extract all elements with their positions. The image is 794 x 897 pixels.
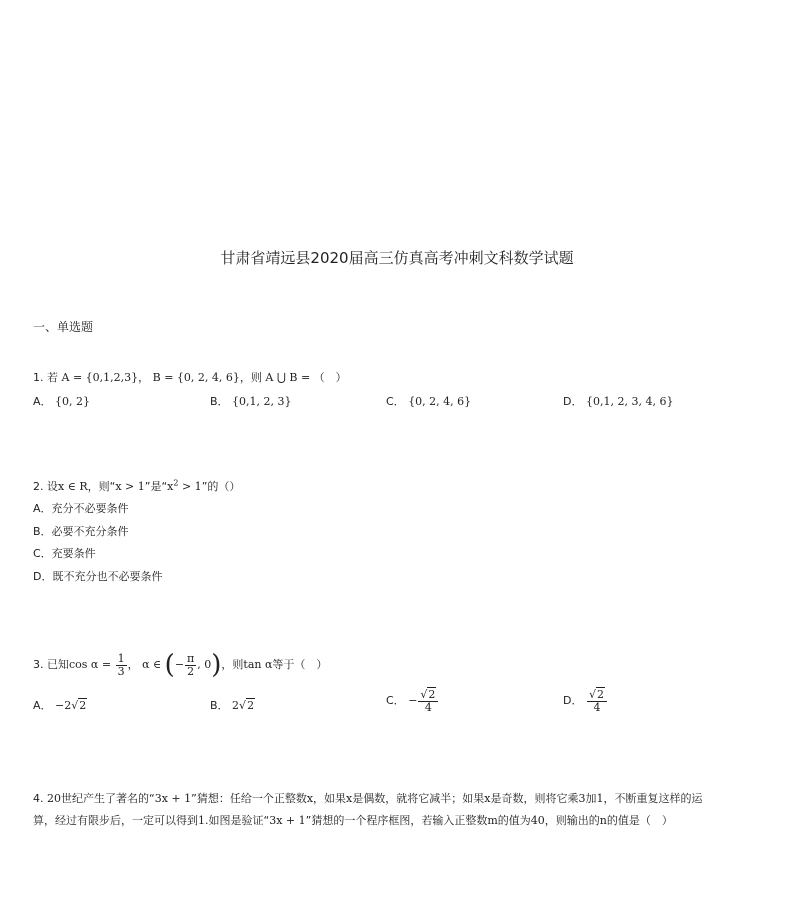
question-text: 4. (33, 792, 47, 805)
question-text: 的值是（ ） (606, 814, 673, 827)
cos-expression: cos α = (69, 658, 112, 671)
option-b[interactable] (33, 523, 129, 539)
fraction-one-third: $\frac{1}{3}$ (117, 651, 125, 678)
option-label: C． (33, 547, 52, 560)
option-label: C． (386, 694, 405, 707)
option-text: 必要不充分条件 (51, 525, 129, 538)
question-text: 是奇数，则将它乘 (490, 792, 579, 805)
option-fraction: $\frac{√2}{4}$ (418, 689, 438, 714)
set-b: B = {0, 2, 4, 6} (152, 371, 240, 384)
question-text: 的值为 (497, 814, 531, 827)
option-label: C． (386, 395, 405, 408)
option-d[interactable] (33, 568, 162, 584)
math-term: x (484, 792, 491, 805)
option-label: B． (210, 699, 229, 712)
separator: ， (127, 658, 139, 671)
option-label: D． (563, 694, 583, 707)
statement-p: x > 1 (115, 480, 145, 493)
question-text: 已知 (47, 658, 69, 671)
union-expression: A ⋃ B = (265, 371, 311, 384)
question-text: 世纪产生了著名的“ (61, 792, 155, 805)
option-label: A． (33, 699, 52, 712)
option-a[interactable] (33, 500, 129, 516)
option-c[interactable] (386, 393, 471, 409)
tan-expression: tan α (243, 658, 273, 671)
question-text: ，则 (239, 371, 262, 384)
condition: x ∈ R (58, 480, 88, 493)
fraction-pi-half: $\frac{\pi}{2}$ (187, 651, 195, 678)
right-paren: ) (211, 650, 222, 680)
math-term: 20 (47, 792, 61, 805)
option-text: 充分不必要条件 (51, 502, 129, 515)
math-term: n (599, 814, 607, 827)
math-term: x (306, 792, 314, 805)
option-fraction: $\frac{√2}{4}$ (587, 689, 607, 714)
math-term: x (346, 792, 353, 805)
alpha-membership: α ∈ (142, 658, 162, 671)
question-text: 算，经过有限步后，一定可以得到 (33, 814, 198, 827)
minus-sign: − (408, 694, 418, 707)
option-c[interactable] (33, 545, 96, 561)
option-d[interactable] (563, 393, 673, 409)
question-4-line-2 (33, 812, 673, 828)
option-b[interactable] (210, 697, 255, 713)
option-math: −2√2 (55, 699, 87, 712)
option-d[interactable] (563, 688, 608, 714)
option-label: A． (33, 395, 52, 408)
math-term: 3x + 1 (154, 792, 192, 805)
section-heading: 一、单选题 (33, 320, 94, 334)
option-a[interactable] (33, 393, 90, 409)
question-text: 等于（ ） (272, 658, 328, 671)
question-text: ，则 (221, 658, 244, 671)
question-text: ，则输出的 (544, 814, 600, 827)
question-text: ”是“ (144, 480, 168, 493)
option-text: {0,1, 2, 3} (232, 395, 292, 408)
question-text: ，不断重复这样的运 (603, 792, 703, 805)
question-1 (33, 369, 347, 385)
option-text: {0, 2, 4, 6} (408, 395, 472, 408)
separator: ， (138, 371, 150, 384)
option-label: A． (33, 502, 52, 515)
question-text: ，如果 (313, 792, 347, 805)
math-term: 3x + 1 (269, 814, 306, 827)
option-label: D． (563, 395, 583, 408)
option-label: D． (33, 570, 53, 583)
page-title: 甘肃省靖远县2020届高三仿真高考冲刺文科数学试题 (220, 249, 574, 267)
question-text: ”猜想的一个程序框图，若输入正整数 (305, 814, 488, 827)
question-number: 2. (33, 480, 44, 493)
option-c[interactable] (386, 688, 439, 714)
question-text: ”猜想：任给一个正整数 (191, 792, 307, 805)
option-text: {0,1, 2, 3, 4, 6} (585, 395, 674, 408)
option-a[interactable] (33, 697, 87, 713)
minus-sign: − (174, 658, 185, 671)
question-text: .如图是验证“ (205, 814, 270, 827)
answer-blank: （ ） (313, 371, 347, 384)
question-text: ”的（） (201, 480, 241, 493)
math-term: 3 (578, 792, 586, 805)
statement-q: $x^2 > 1$ (167, 478, 202, 493)
math-term: 1 (596, 792, 604, 805)
set-a: A = {0,1,2,3} (61, 371, 139, 384)
question-text: 是偶数，就将它减半；如果 (352, 792, 485, 805)
math-term: 40 (530, 814, 545, 827)
question-number: 3. (33, 658, 44, 671)
option-math: 2√2 (232, 699, 255, 712)
question-text: 设 (47, 480, 58, 493)
question-text: 加 (585, 792, 597, 805)
option-text: {0, 2} (55, 395, 91, 408)
question-text: ，则“ (87, 480, 116, 493)
math-term: m (487, 814, 498, 827)
option-label: B． (210, 395, 229, 408)
question-3 (33, 650, 327, 680)
option-text: 充要条件 (51, 547, 96, 560)
option-label: B． (33, 525, 52, 538)
question-2 (33, 478, 240, 494)
question-text: 若 (47, 371, 58, 384)
option-text: 既不充分也不必要条件 (52, 570, 163, 583)
option-b[interactable] (210, 393, 292, 409)
question-number: 1. (33, 371, 44, 384)
interval-end: , 0 (197, 658, 212, 671)
question-4-line-1 (33, 790, 702, 806)
math-term: 1 (198, 814, 205, 827)
left-paren: ( (164, 650, 175, 680)
